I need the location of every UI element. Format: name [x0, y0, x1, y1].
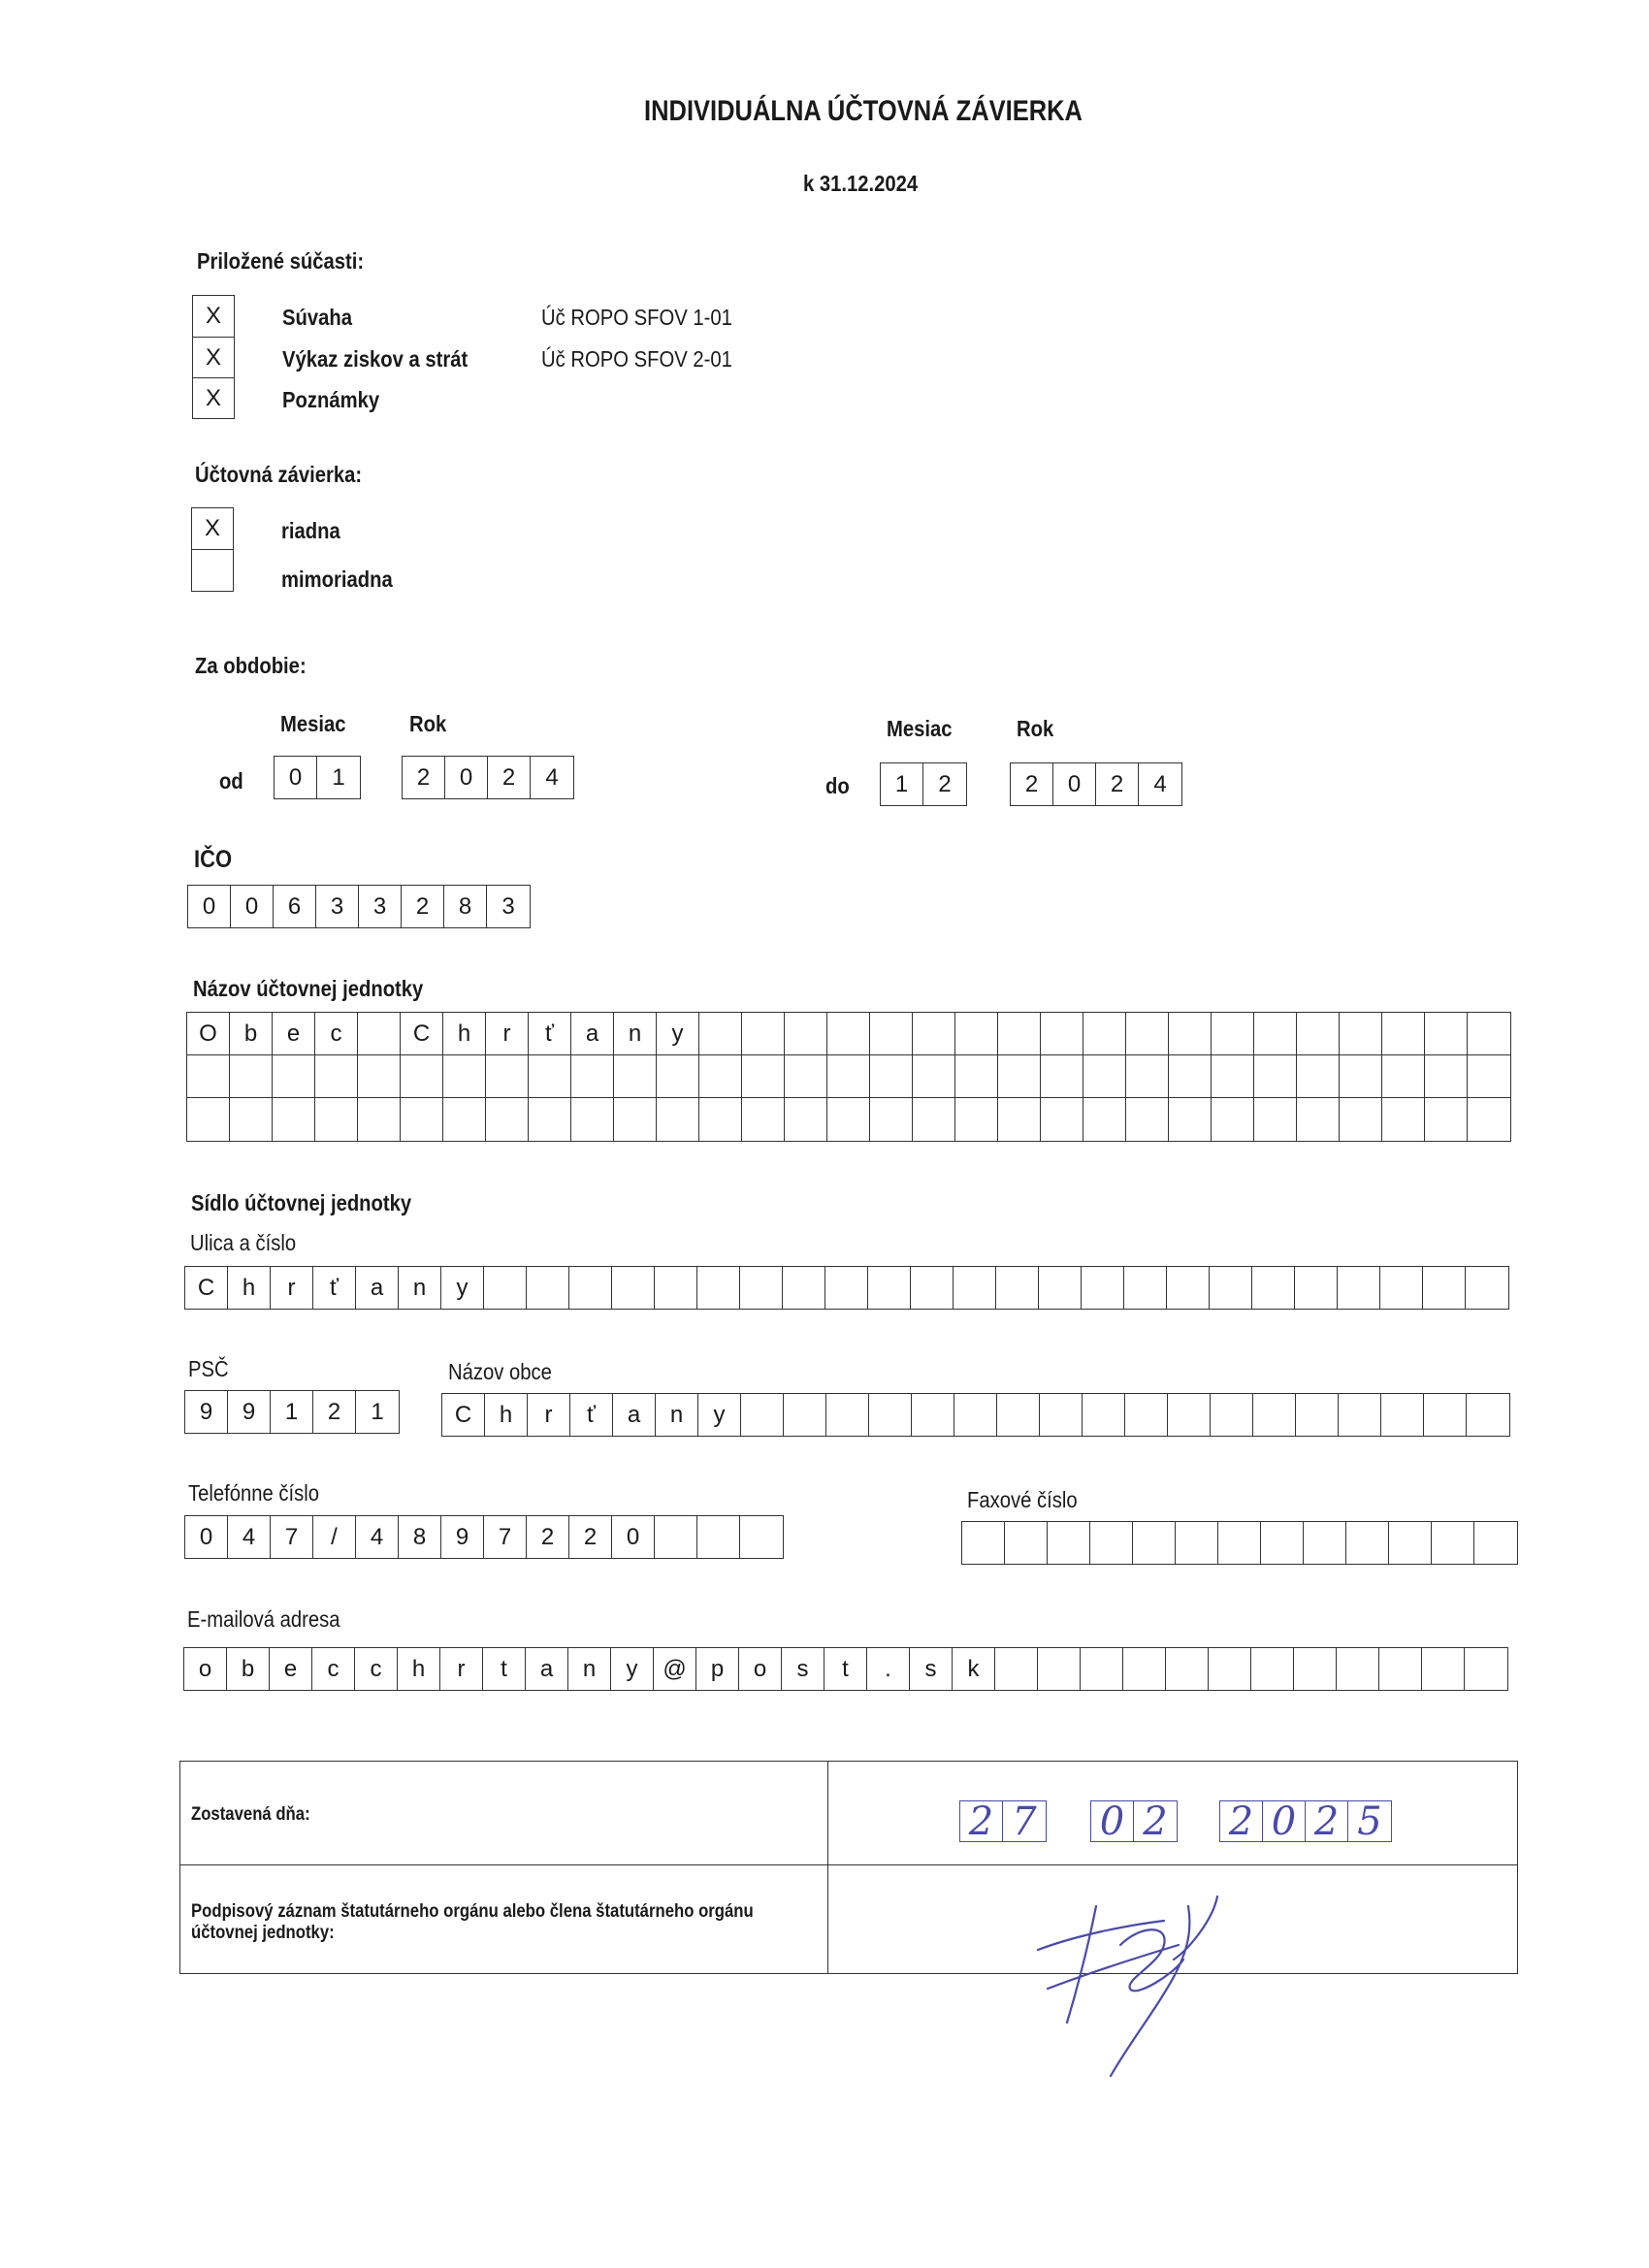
char-cell: C [442, 1394, 485, 1436]
char-cell [868, 1267, 911, 1309]
char-cell [955, 1098, 998, 1141]
char-cell [1340, 1098, 1382, 1141]
from-year-label: Rok [409, 711, 447, 736]
char-cell [1254, 1013, 1297, 1054]
char-cell [826, 1394, 869, 1436]
char-cell: 0 [188, 886, 231, 927]
char-cell [1041, 1098, 1083, 1141]
attached-item-code: Úč ROPO SFOV 2-01 [541, 346, 732, 372]
char-cell: @ [654, 1648, 696, 1690]
char-cell [443, 1098, 486, 1141]
char-cell [1082, 1267, 1124, 1309]
char-cell [1005, 1522, 1048, 1564]
char-cell [912, 1394, 954, 1436]
char-cell [486, 1098, 529, 1141]
char-cell [358, 1055, 401, 1097]
char-cell: r [528, 1394, 570, 1436]
char-cell [1389, 1522, 1432, 1564]
char-cell [614, 1055, 657, 1097]
phone-label: Telefónne číslo [188, 1480, 320, 1506]
char-cell [529, 1098, 571, 1141]
char-cell [827, 1055, 870, 1097]
char-cell [1382, 1055, 1425, 1097]
char-cell [1212, 1098, 1254, 1141]
from-year-field[interactable] [402, 756, 574, 799]
char-cell: h [485, 1394, 528, 1436]
char-cell [1465, 1648, 1507, 1690]
char-cell: 2 [569, 1516, 612, 1558]
fax-label: Faxové číslo [967, 1487, 1078, 1512]
char-cell [870, 1055, 913, 1097]
char-cell [870, 1013, 913, 1054]
entity-name-row [187, 1013, 1510, 1055]
fax-field[interactable] [961, 1521, 1518, 1565]
char-cell: / [313, 1516, 356, 1558]
char-cell [1297, 1098, 1340, 1141]
digit-cell: 0 [1263, 1801, 1306, 1841]
char-cell [1212, 1013, 1254, 1054]
char-cell: r [271, 1267, 313, 1309]
digit-cell: 2 [1143, 1798, 1168, 1844]
digit-cell: 2 [403, 757, 445, 798]
char-cell [1468, 1013, 1510, 1054]
char-cell [657, 1055, 699, 1097]
char-cell [1467, 1394, 1509, 1436]
checkbox-suvaha[interactable]: X [192, 295, 235, 338]
char-cell [315, 1098, 358, 1141]
char-cell [1296, 1394, 1339, 1436]
char-cell [954, 1267, 996, 1309]
char-cell: h [398, 1648, 440, 1690]
char-cell [1176, 1522, 1218, 1564]
char-cell [996, 1267, 1039, 1309]
char-cell: k [953, 1648, 995, 1690]
char-cell [1304, 1522, 1346, 1564]
char-cell: e [273, 1013, 315, 1054]
char-cell [315, 1055, 358, 1097]
char-cell: 0 [185, 1516, 228, 1558]
char-cell: n [656, 1394, 698, 1436]
char-cell [697, 1516, 740, 1558]
char-cell [1379, 1648, 1422, 1690]
to-label: do [825, 773, 850, 798]
char-cell [401, 1098, 443, 1141]
char-cell [1166, 1648, 1209, 1690]
checkbox-mimoriadna[interactable] [191, 549, 234, 592]
char-cell [1126, 1055, 1169, 1097]
char-cell: o [739, 1648, 782, 1690]
char-cell: r [486, 1013, 529, 1054]
char-cell [699, 1013, 742, 1054]
char-cell: p [696, 1648, 739, 1690]
char-cell: ť [570, 1394, 613, 1436]
entity-name-row [187, 1055, 1510, 1098]
char-cell [358, 1098, 401, 1141]
char-cell [825, 1267, 868, 1309]
char-cell [1167, 1267, 1210, 1309]
char-cell [1124, 1267, 1167, 1309]
attached-item-code: Úč ROPO SFOV 1-01 [541, 305, 732, 330]
char-cell: 0 [612, 1516, 655, 1558]
char-cell: b [230, 1013, 273, 1054]
closure-option-label: riadna [281, 518, 340, 543]
char-cell [1425, 1013, 1468, 1054]
to-month-label: Mesiac [887, 716, 953, 741]
char-cell [998, 1055, 1041, 1097]
char-cell [1041, 1055, 1083, 1097]
char-cell: 7 [484, 1516, 527, 1558]
char-cell [869, 1394, 912, 1436]
char-cell [1382, 1013, 1425, 1054]
char-cell [571, 1098, 614, 1141]
entity-name-field[interactable] [186, 1012, 1511, 1142]
char-cell [527, 1267, 569, 1309]
psc-field[interactable] [184, 1390, 400, 1434]
char-cell [1168, 1394, 1211, 1436]
char-cell [1297, 1013, 1340, 1054]
closure-heading: Účtovná závierka: [195, 462, 363, 487]
entity-name-label: Názov účtovnej jednotky [193, 976, 424, 1001]
char-cell [1338, 1267, 1380, 1309]
char-cell [1133, 1522, 1176, 1564]
digit-cell: 1 [332, 763, 345, 791]
char-cell [997, 1394, 1040, 1436]
char-cell: 1 [271, 1391, 313, 1433]
digit-cell: 4 [545, 763, 559, 791]
char-cell [1090, 1522, 1133, 1564]
char-cell: o [184, 1648, 227, 1690]
char-cell [1083, 1394, 1125, 1436]
char-cell [954, 1394, 997, 1436]
char-cell: ť [529, 1013, 571, 1054]
char-cell [187, 1055, 230, 1097]
digit-cell: 0 [275, 757, 317, 798]
signature-drawing [1018, 1867, 1251, 2081]
char-cell [1468, 1055, 1510, 1097]
char-cell: 2 [313, 1391, 356, 1433]
char-cell: y [657, 1013, 699, 1054]
char-cell [1295, 1267, 1338, 1309]
town-label: Názov obce [448, 1359, 552, 1384]
char-cell [1253, 1394, 1296, 1436]
closure-option-label: mimoriadna [281, 567, 393, 592]
char-cell [1254, 1098, 1297, 1141]
char-cell: e [270, 1648, 312, 1690]
char-cell [697, 1267, 740, 1309]
char-cell: c [355, 1648, 398, 1690]
char-cell [1048, 1522, 1090, 1564]
checkbox-poznamky[interactable]: X [192, 377, 235, 419]
char-cell: a [571, 1013, 614, 1054]
char-cell [740, 1267, 783, 1309]
char-cell: C [185, 1267, 228, 1309]
char-cell [486, 1055, 529, 1097]
char-cell [1212, 1055, 1254, 1097]
street-field[interactable] [184, 1266, 1509, 1310]
period-heading: Za obdobie: [195, 653, 307, 678]
to-month-field[interactable] [880, 762, 967, 806]
compiled-year[interactable] [1219, 1800, 1392, 1842]
char-cell: c [312, 1648, 355, 1690]
char-cell [273, 1055, 315, 1097]
char-cell: 9 [228, 1391, 271, 1433]
char-cell [569, 1267, 612, 1309]
char-cell [913, 1013, 955, 1054]
char-cell [529, 1055, 571, 1097]
char-cell [742, 1055, 785, 1097]
digit-cell: 2 [1096, 763, 1139, 805]
char-cell [995, 1648, 1038, 1690]
char-cell: s [782, 1648, 824, 1690]
char-cell: C [401, 1013, 443, 1054]
char-cell [1432, 1522, 1474, 1564]
char-cell: 3 [359, 886, 402, 927]
digit-cell: 2 [488, 757, 531, 798]
char-cell [1422, 1648, 1465, 1690]
compiled-month[interactable] [1090, 1800, 1178, 1842]
char-cell: O [187, 1013, 230, 1054]
char-cell [1209, 1648, 1251, 1690]
char-cell: n [568, 1648, 611, 1690]
char-cell [955, 1055, 998, 1097]
char-cell [785, 1098, 827, 1141]
char-cell [870, 1098, 913, 1141]
char-cell [655, 1267, 697, 1309]
char-cell [1251, 1648, 1294, 1690]
digit-cell: 7 [1012, 1798, 1037, 1844]
char-cell [612, 1267, 655, 1309]
char-cell [273, 1098, 315, 1141]
char-cell [1425, 1098, 1468, 1141]
email-label: E-mailová adresa [187, 1606, 340, 1632]
char-cell [1039, 1267, 1082, 1309]
char-cell: 6 [274, 886, 316, 927]
char-cell [699, 1098, 742, 1141]
char-cell [1339, 1394, 1381, 1436]
char-cell [1424, 1394, 1467, 1436]
char-cell [783, 1267, 825, 1309]
to-year-field[interactable] [1010, 762, 1182, 806]
char-cell [1126, 1013, 1169, 1054]
char-cell [1125, 1394, 1168, 1436]
char-cell [1169, 1098, 1212, 1141]
char-cell [1081, 1648, 1123, 1690]
digit-cell: 0 [1091, 1801, 1134, 1841]
char-cell: 8 [399, 1516, 441, 1558]
char-cell [1297, 1055, 1340, 1097]
char-cell [1169, 1013, 1212, 1054]
char-cell: h [228, 1267, 271, 1309]
char-cell [742, 1013, 785, 1054]
table-divider [180, 1864, 1517, 1865]
to-year-label: Rok [1017, 716, 1054, 741]
char-cell [913, 1098, 955, 1141]
entity-name-row [187, 1098, 1510, 1141]
char-cell [358, 1013, 401, 1054]
attached-item-label: Poznámky [282, 387, 380, 412]
char-cell: 3 [501, 892, 515, 920]
email-field[interactable] [183, 1647, 1508, 1691]
char-cell [1126, 1098, 1169, 1141]
char-cell [187, 1098, 230, 1141]
attached-heading: Priložené súčasti: [197, 248, 365, 274]
attached-item-label: Výkaz ziskov a strát [282, 346, 469, 372]
char-cell [1040, 1394, 1083, 1436]
char-cell [1425, 1055, 1468, 1097]
char-cell [998, 1013, 1041, 1054]
char-cell [1038, 1648, 1081, 1690]
from-month-field[interactable] [274, 756, 361, 799]
char-cell: . [867, 1648, 910, 1690]
char-cell [614, 1098, 657, 1141]
signature-label: Podpisový záznam štatutárneho orgánu alebo člena štatutárneho orgánu účtovnej jednotky: [191, 1901, 754, 1943]
digit-cell: 1 [881, 763, 923, 805]
char-cell: a [356, 1267, 399, 1309]
char-cell [785, 1055, 827, 1097]
char-cell: 3 [316, 886, 359, 927]
char-cell [1123, 1648, 1166, 1690]
char-cell [1261, 1522, 1304, 1564]
char-cell: 4 [228, 1516, 271, 1558]
char-cell: t [483, 1648, 526, 1690]
char-cell [1083, 1013, 1126, 1054]
attached-item-label: Súvaha [282, 305, 353, 330]
from-label: od [219, 768, 243, 794]
char-cell [1382, 1098, 1425, 1141]
char-cell [1083, 1055, 1126, 1097]
digit-cell: 2 [1306, 1801, 1348, 1841]
ico-field[interactable] [187, 885, 531, 928]
char-cell [443, 1055, 486, 1097]
page-title: INDIVIDUÁLNA ÚČTOVNÁ ZÁVIERKA [644, 95, 1083, 127]
char-cell [1423, 1267, 1466, 1309]
char-cell [827, 1013, 870, 1054]
char-cell [911, 1267, 954, 1309]
digit-cell: 5 [1357, 1798, 1382, 1844]
from-month-label: Mesiac [280, 711, 346, 736]
char-cell: 1 [371, 1398, 384, 1425]
char-cell [741, 1394, 784, 1436]
char-cell [1474, 1522, 1517, 1564]
char-cell [962, 1522, 1005, 1564]
char-cell: 0 [231, 886, 274, 927]
seat-heading: Sídlo účtovnej jednotky [191, 1190, 412, 1215]
char-cell [1340, 1055, 1382, 1097]
char-cell [1381, 1394, 1424, 1436]
char-cell [1169, 1055, 1212, 1097]
char-cell: 4 [356, 1516, 399, 1558]
char-cell: n [399, 1267, 441, 1309]
ico-label: IČO [194, 846, 233, 873]
char-cell: 7 [271, 1516, 313, 1558]
char-cell [1380, 1267, 1423, 1309]
char-cell [1218, 1522, 1261, 1564]
char-cell [740, 1516, 783, 1558]
char-cell: y [611, 1648, 654, 1690]
checkbox-vykaz[interactable]: X [192, 337, 235, 378]
char-cell [785, 1013, 827, 1054]
char-cell [1211, 1394, 1253, 1436]
char-cell [1346, 1522, 1389, 1564]
char-cell [998, 1098, 1041, 1141]
digit-cell: 2 [938, 770, 952, 797]
digit-cell: 0 [445, 757, 488, 798]
char-cell: 8 [444, 886, 487, 927]
phone-field[interactable] [184, 1515, 784, 1559]
digit-cell: 2 [1220, 1801, 1263, 1841]
compiled-label: Zostavená dňa: [191, 1804, 310, 1825]
char-cell: s [910, 1648, 953, 1690]
street-label: Ulica a číslo [190, 1230, 297, 1255]
char-cell: t [824, 1648, 867, 1690]
char-cell [1294, 1648, 1337, 1690]
char-cell: 9 [185, 1391, 228, 1433]
char-cell [955, 1013, 998, 1054]
digit-cell: 2 [1011, 763, 1053, 805]
char-cell: b [227, 1648, 270, 1690]
char-cell: r [440, 1648, 483, 1690]
char-cell [655, 1516, 697, 1558]
town-field[interactable] [441, 1393, 1510, 1437]
char-cell [1041, 1013, 1083, 1054]
char-cell [1337, 1648, 1379, 1690]
signature-table [179, 1761, 1518, 1974]
char-cell: y [698, 1394, 741, 1436]
char-cell [1468, 1098, 1510, 1141]
compiled-day[interactable] [959, 1800, 1047, 1842]
char-cell: a [613, 1394, 656, 1436]
psc-label: PSČ [188, 1356, 229, 1381]
char-cell: 9 [441, 1516, 484, 1558]
char-cell [1210, 1267, 1252, 1309]
char-cell [230, 1055, 273, 1097]
char-cell [913, 1055, 955, 1097]
table-divider [827, 1762, 828, 1973]
digit-cell: 4 [1153, 770, 1167, 797]
digit-cell: 0 [1053, 763, 1096, 805]
char-cell: ť [313, 1267, 356, 1309]
date-line: k 31.12.2024 [803, 171, 919, 196]
checkbox-riadna[interactable]: X [191, 507, 234, 550]
char-cell: 2 [402, 886, 444, 927]
char-cell [1254, 1055, 1297, 1097]
char-cell [742, 1098, 785, 1141]
char-cell: 2 [527, 1516, 569, 1558]
char-cell [1083, 1098, 1126, 1141]
char-cell [230, 1098, 273, 1141]
char-cell [657, 1098, 699, 1141]
char-cell [484, 1267, 527, 1309]
char-cell [571, 1055, 614, 1097]
char-cell [827, 1098, 870, 1141]
char-cell: n [614, 1013, 657, 1054]
char-cell: c [315, 1013, 358, 1054]
char-cell: h [443, 1013, 486, 1054]
char-cell [1466, 1267, 1508, 1309]
digit-cell: 2 [960, 1801, 1003, 1841]
char-cell [401, 1055, 443, 1097]
char-cell [1340, 1013, 1382, 1054]
char-cell: a [526, 1648, 568, 1690]
char-cell [1252, 1267, 1295, 1309]
char-cell: y [441, 1267, 484, 1309]
char-cell [784, 1394, 826, 1436]
char-cell [699, 1055, 742, 1097]
